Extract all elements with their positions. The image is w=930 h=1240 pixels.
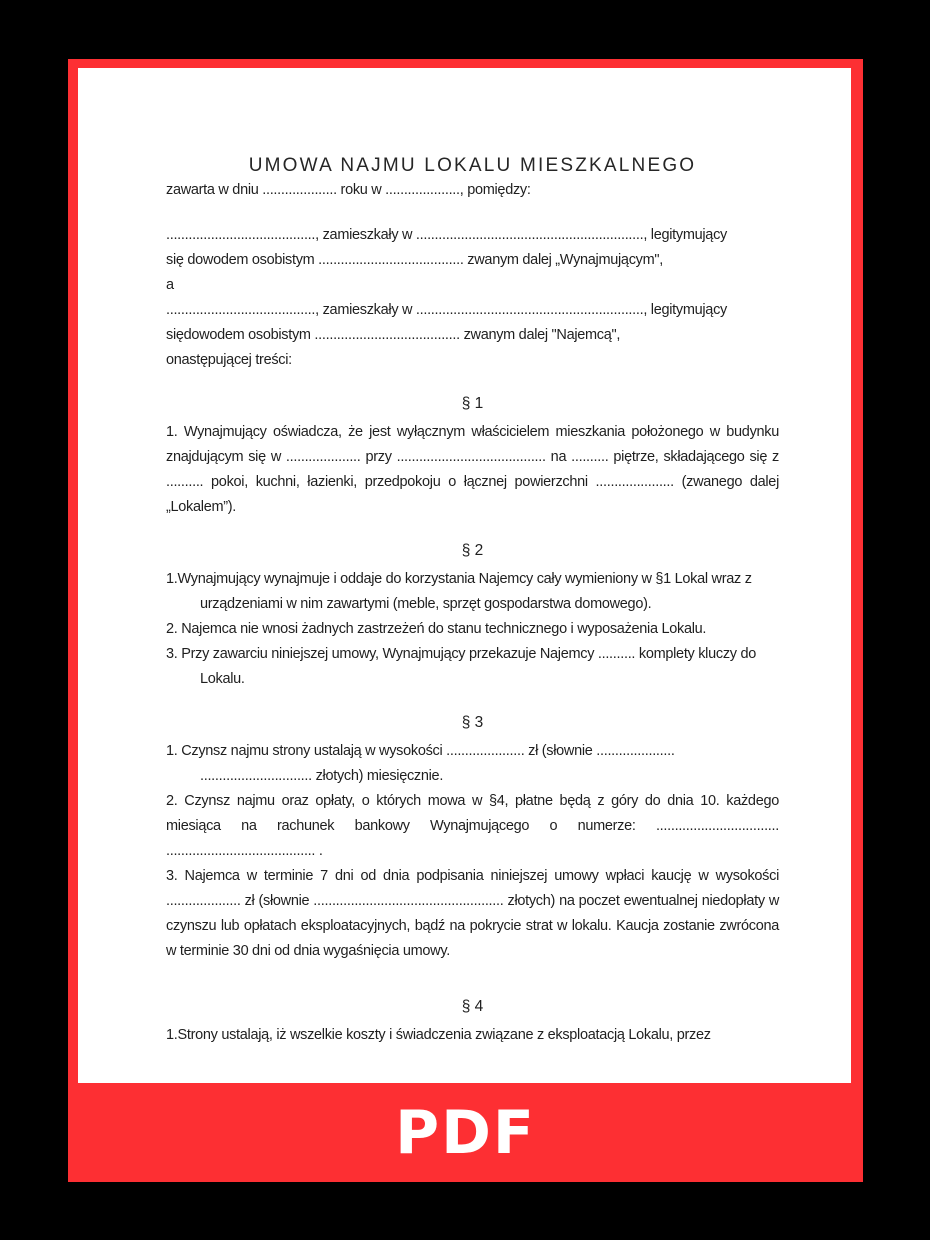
section-2-heading: § 2 xyxy=(461,542,484,559)
section-4 xyxy=(166,994,779,1048)
section-3-heading: § 3 xyxy=(461,714,484,731)
intro-line: zawarta w dniu .................... roku w ...................., pomiędzy: xyxy=(166,182,531,198)
section-4-heading: § 4 xyxy=(461,998,484,1015)
section-3 xyxy=(166,710,779,964)
party-line: ........................................, zamieszkały w ............................................................., legitymujący xyxy=(166,227,727,243)
section-2 xyxy=(166,538,779,692)
paragraph: 3. Najemca w terminie 7 dni od dnia podpisania niniejszej umowy wpłaci kaucję w wysokości .................... zł (słownie ................................................... złotych) na poczet ewentualnej niedopłaty w czynszu lub opłatach eksploatacyjnych, bądź na pokrycie strat w lokalu. Kaucja zostanie zwrócona w terminie 30 dni od dnia wygaśnięcia umowy. xyxy=(166,868,779,959)
paragraph: 1.Wynajmujący wynajmuje i oddaje do korzystania Najemcy cały wymieniony w §1 Lokal wraz z urządzeniami w nim zawartymi (meble, sprzęt gospodarstwa domowego). xyxy=(166,571,752,612)
party-line: onastępującej treści: xyxy=(166,352,292,368)
document-page xyxy=(78,68,851,1083)
section-1-heading: § 1 xyxy=(461,395,484,412)
pdf-badge-label: PDF xyxy=(395,1097,536,1168)
paragraph: 2. Najemca nie wnosi żadnych zastrzeżeń do stanu technicznego i wyposażenia Lokalu. xyxy=(166,621,707,637)
party-line: siędowodem osobistym ....................................... zwanym dalej "Najemcą", xyxy=(166,327,621,343)
paragraph: 1. Wynajmujący oświadcza, że jest wyłącznym właścicielem mieszkania położonego w budynku znajdującym się w .................... przy ........................................ na .......... piętrze, składającego się z .......... pokoi, kuchni, łazienki, przedpokoju o łącznej powierzchni ..................... (zwanego dalej „Lokalem”). xyxy=(166,424,779,515)
pdf-badge xyxy=(68,1083,863,1182)
paragraph: 2. Czynsz najmu oraz opłaty, o których mowa w §4, płatne będą z góry do dnia 10. każdego miesiąca na rachunek bankowy Wynajmującego o numerze: ................................. ........................................ . xyxy=(166,793,779,859)
document-title: UMOWA NAJMU LOKALU MIESZKALNEGO xyxy=(248,155,697,176)
paragraph: 3. Przy zawarciu niniejszej umowy, Wynajmujący przekazuje Najemcy .......... komplety kluczy do Lokalu. xyxy=(166,646,756,687)
parties-block xyxy=(166,223,779,373)
section-1 xyxy=(166,391,779,520)
party-line: się dowodem osobistym ....................................... zwanym dalej „Wynajmującym", xyxy=(166,252,663,268)
party-line: ........................................, zamieszkały w ............................................................., legitymujący xyxy=(166,302,727,318)
party-line: a xyxy=(166,277,174,293)
paragraph: 1.Strony ustalają, iż wszelkie koszty i świadczenia związane z eksploatacją Lokalu, przez xyxy=(166,1027,711,1043)
paragraph: 1. Czynsz najmu strony ustalają w wysokości ..................... zł (słownie ..................... .............................. złotych) miesięcznie. xyxy=(166,743,675,784)
pdf-thumbnail[interactable] xyxy=(68,59,863,1182)
